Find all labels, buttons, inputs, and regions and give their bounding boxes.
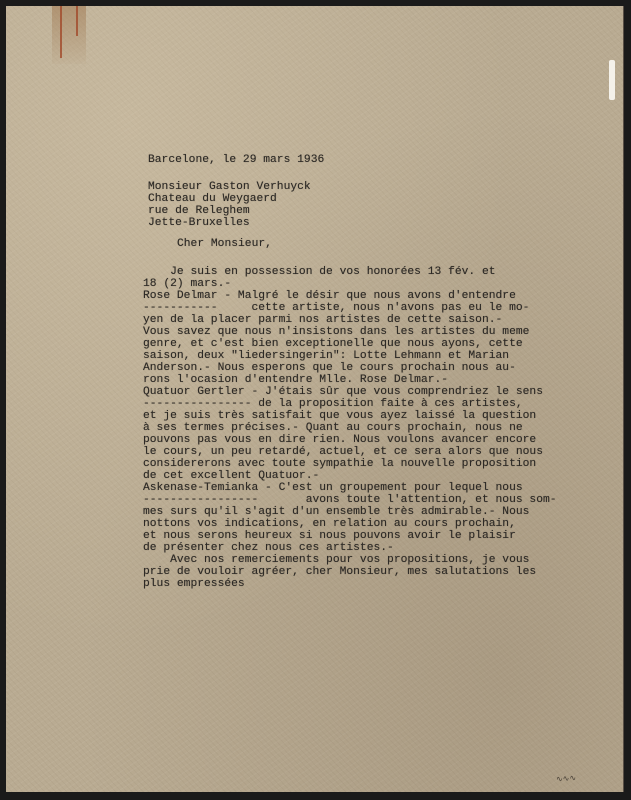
body-line: Anderson.- Nous esperons que le cours prochain nous au- <box>143 362 516 374</box>
body-line: et je suis très satisfait que vous ayez laissé la question <box>143 410 537 422</box>
body-line: le cours, un peu retardé, actuel, et ce sera alors que nous <box>143 446 543 458</box>
body-line: de cet excellent Quatuor.- <box>143 470 320 482</box>
body-line: et nous serons heureux si nous pouvons avoir le plaisir <box>143 530 516 542</box>
body-line: Vous savez que nous n'insistons dans les artistes du meme <box>143 326 530 338</box>
date-line: Barcelone, le 29 mars 1936 <box>148 154 325 166</box>
body-line: pouvons pas vous en dire rien. Nous voulons avancer encore <box>143 434 537 446</box>
body-line: ----------- cette artiste, nous n'avons pas eu le mo- <box>143 302 530 314</box>
recipient-line: Monsieur Gaston Verhuyck <box>148 181 311 193</box>
body-line: Je suis en possession de vos honorées 13 fév. et <box>143 266 496 278</box>
body-line: nottons vos indications, en relation au cours prochain, <box>143 518 516 530</box>
body-line: prie de vouloir agréer, cher Monsieur, mes salutations les <box>143 566 537 578</box>
body-line: Avec nos remerciements pour vos propositions, je vous <box>143 554 530 566</box>
body-line: à ses termes précises.- Quant au cours prochain, nous ne <box>143 422 523 434</box>
archive-stamp: ∿∿∿ <box>555 773 577 784</box>
recipient-line: Jette-Bruxelles <box>148 217 250 229</box>
body-line: Askenase-Temianka - C'est un groupement pour lequel nous <box>143 482 523 494</box>
recipient-line: Chateau du Weygaerd <box>148 193 277 205</box>
salutation: Cher Monsieur, <box>177 238 272 250</box>
body-line: saison, deux "liedersingerin": Lotte Lehmann et Marian <box>143 350 510 362</box>
tape-mark <box>52 6 86 64</box>
body-line: rons l'ocasion d'entendre Mlle. Rose Delmar.- <box>143 374 449 386</box>
body-line: Quatuor Gertler - J'étais sûr que vous comprendriez le sens <box>143 386 543 398</box>
body-line: 18 (2) mars.- <box>143 278 232 290</box>
body-line: ---------------- de la proposition faite à ces artistes, <box>143 398 523 410</box>
body-line: yen de la placer parmi nos artistes de cette saison.- <box>143 314 503 326</box>
body-line: mes surs qu'il s'agit d'un ensemble très admirable.- Nous <box>143 506 530 518</box>
edge-tear <box>609 60 615 100</box>
recipient-line: rue de Releghem <box>148 205 250 217</box>
body-line: plus empressées <box>143 578 245 590</box>
body-line: de présenter chez nous ces artistes.- <box>143 542 394 554</box>
body-line: Rose Delmar - Malgré le désir que nous avons d'entendre <box>143 290 516 302</box>
body-line: ----------------- avons toute l'attention, et nous som- <box>143 494 557 506</box>
body-line: considererons avec toute sympathie la nouvelle proposition <box>143 458 537 470</box>
body-line: genre, et c'est bien exceptionelle que nous ayons, cette <box>143 338 523 350</box>
